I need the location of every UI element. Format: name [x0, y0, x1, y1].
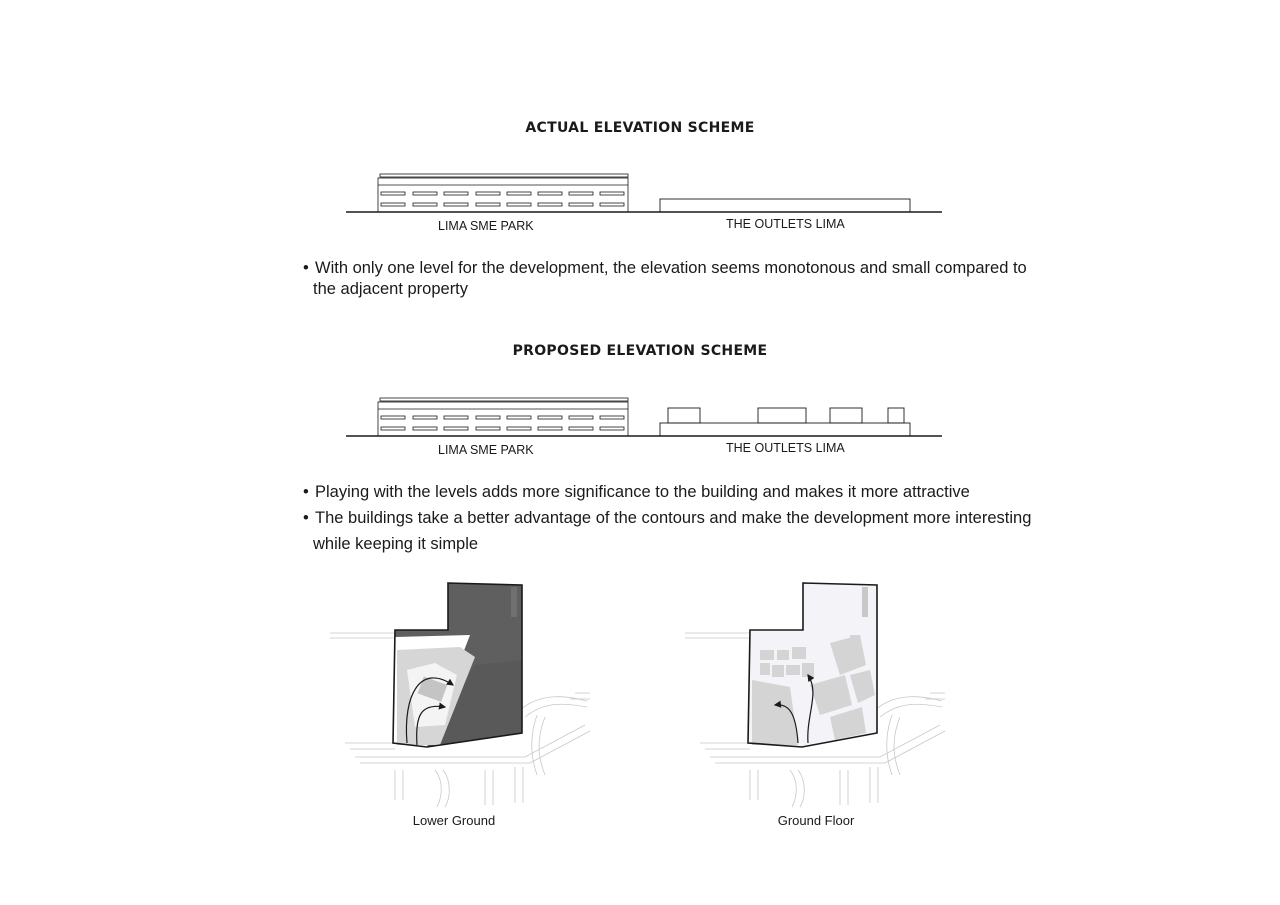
proposed-left-label: LIMA SME PARK: [438, 443, 534, 457]
sme-park-building: [378, 398, 628, 436]
lower-ground-plan: [325, 575, 605, 815]
upper-volume-1: [668, 408, 700, 423]
outlets-building: [660, 199, 910, 212]
actual-elevation-drawing: [346, 170, 946, 230]
bullet-dot-icon: •: [303, 483, 309, 501]
sme-window-row-1: [381, 416, 624, 419]
proposed-bullet-1: • Playing with the levels adds more significance to the building and makes it more attractive: [303, 479, 970, 505]
proposed-bullet-2-cont: while keeping it simple: [313, 535, 479, 553]
outlets-building-proposed: [660, 408, 910, 436]
proposed-elevation-title: PROPOSED ELEVATION SCHEME: [512, 343, 768, 359]
sme-window-row-2: [381, 427, 624, 430]
actual-left-label: LIMA SME PARK: [438, 219, 534, 233]
actual-bullet-1-cont: the adjacent property: [313, 280, 469, 298]
actual-right-label: THE OUTLETS LIMA: [726, 217, 845, 231]
upper-volume-3: [830, 408, 862, 423]
actual-elevation-title: ACTUAL ELEVATION SCHEME: [525, 120, 755, 136]
sme-window-row-1: [381, 192, 624, 195]
bullet-dot-icon: •: [303, 509, 309, 527]
bullet-dot-icon: •: [303, 259, 309, 277]
sme-window-row-2: [381, 203, 624, 206]
ground-floor-plan: [680, 575, 960, 815]
proposed-bullet-2: • The buildings take a better advantage of the contours and make the development more interesting: [303, 505, 1031, 531]
lower-ground-label: Lower Ground: [412, 813, 496, 828]
proposed-elevation-drawing: [346, 394, 946, 454]
upper-volume-4: [888, 408, 904, 423]
upper-volume-2: [758, 408, 806, 423]
sme-park-building: [378, 174, 628, 212]
ground-floor-label: Ground Floor: [777, 813, 855, 828]
proposed-right-label: THE OUTLETS LIMA: [726, 441, 845, 455]
actual-bullet-1: • With only one level for the development, the elevation seems monotonous and small compared to: [303, 255, 1027, 281]
